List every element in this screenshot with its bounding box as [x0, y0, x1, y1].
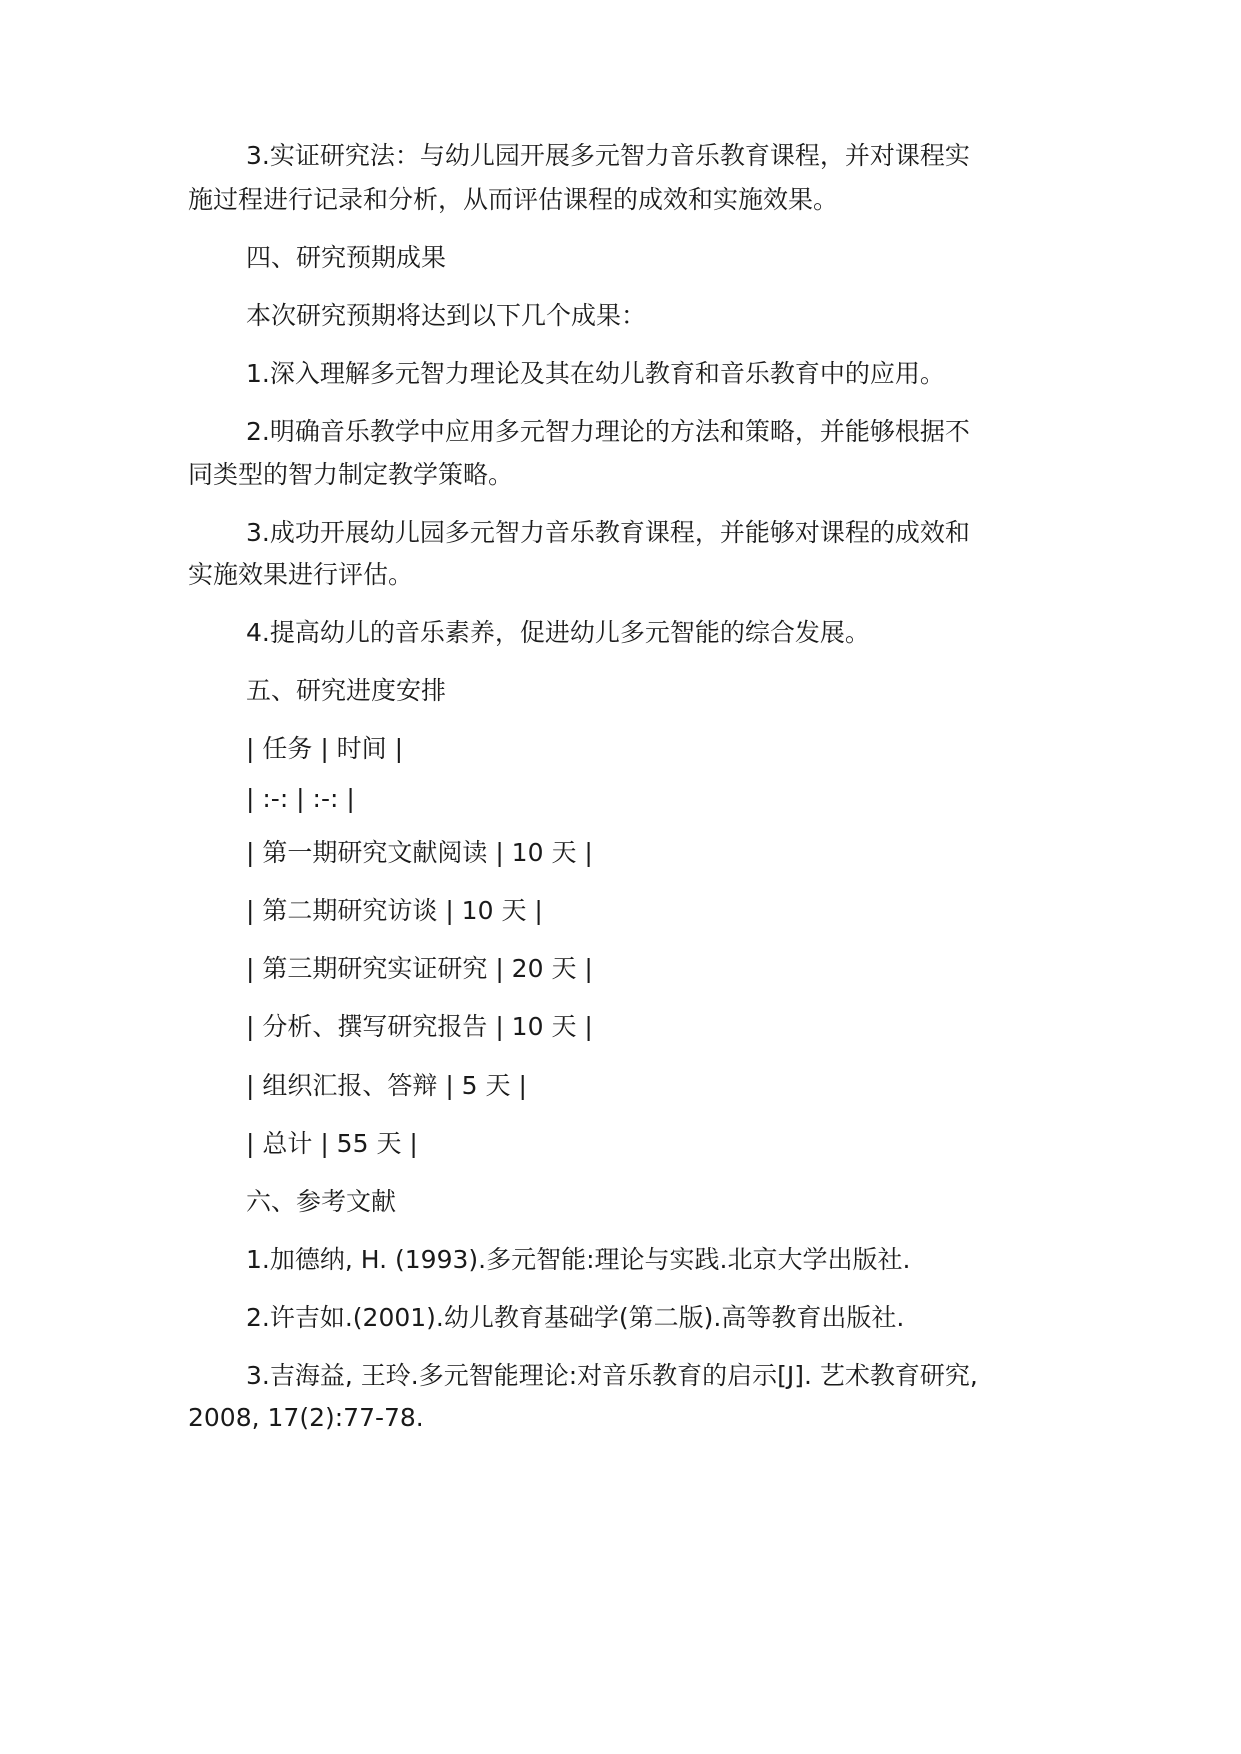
reference-2: 2.许吉如.(2001).幼儿教育基础学(第二版).高等教育出版社. [246, 1303, 905, 1332]
schedule-row: | 第二期研究访谈 | 10 天 | [246, 896, 543, 925]
reference-3-line1: 3.吉海益, 王玲.多元智能理论:对音乐教育的启示[J]. 艺术教育研究, [246, 1361, 978, 1390]
reference-3-line2: 2008, 17(2):77-78. [188, 1403, 424, 1432]
schedule-row: | 总计 | 55 天 | [246, 1129, 418, 1158]
section4-intro: 本次研究预期将达到以下几个成果： [246, 301, 647, 330]
outcome3-line1: 3.成功开展幼儿园多元智力音乐教育课程，并能够对课程的成效和 [246, 518, 970, 547]
section4-heading: 四、研究预期成果 [246, 243, 447, 272]
schedule-row: | 分析、撰写研究报告 | 10 天 | [246, 1012, 593, 1041]
schedule-row: | 第三期研究实证研究 | 20 天 | [246, 954, 593, 983]
section5-heading: 五、研究进度安排 [246, 676, 447, 705]
section6-heading: 六、参考文献 [246, 1187, 397, 1216]
outcome2-line1: 2.明确音乐教学中应用多元智力理论的方法和策略，并能够根据不 [246, 417, 970, 446]
outcome4: 4.提高幼儿的音乐素养，促进幼儿多元智能的综合发展。 [246, 618, 870, 647]
schedule-row: | 第一期研究文献阅读 | 10 天 | [246, 838, 593, 867]
outcome1: 1.深入理解多元智力理论及其在幼儿教育和音乐教育中的应用。 [246, 359, 945, 388]
outcome2-line2: 同类型的智力制定教学策略。 [188, 460, 514, 489]
schedule-row: | 任务 | 时间 | [246, 734, 404, 763]
schedule-row: | 组织汇报、答辩 | 5 天 | [246, 1071, 527, 1100]
outcome3-line2: 实施效果进行评估。 [188, 560, 414, 589]
method3-line2: 施过程进行记录和分析，从而评估课程的成效和实施效果。 [188, 185, 839, 214]
schedule-row: | :-: | :-: | [246, 784, 355, 813]
method3-line1: 3.实证研究法：与幼儿园开展多元智力音乐教育课程，并对课程实 [246, 141, 970, 170]
reference-1: 1.加德纳, H. (1993).多元智能:理论与实践.北京大学出版社. [246, 1245, 911, 1274]
